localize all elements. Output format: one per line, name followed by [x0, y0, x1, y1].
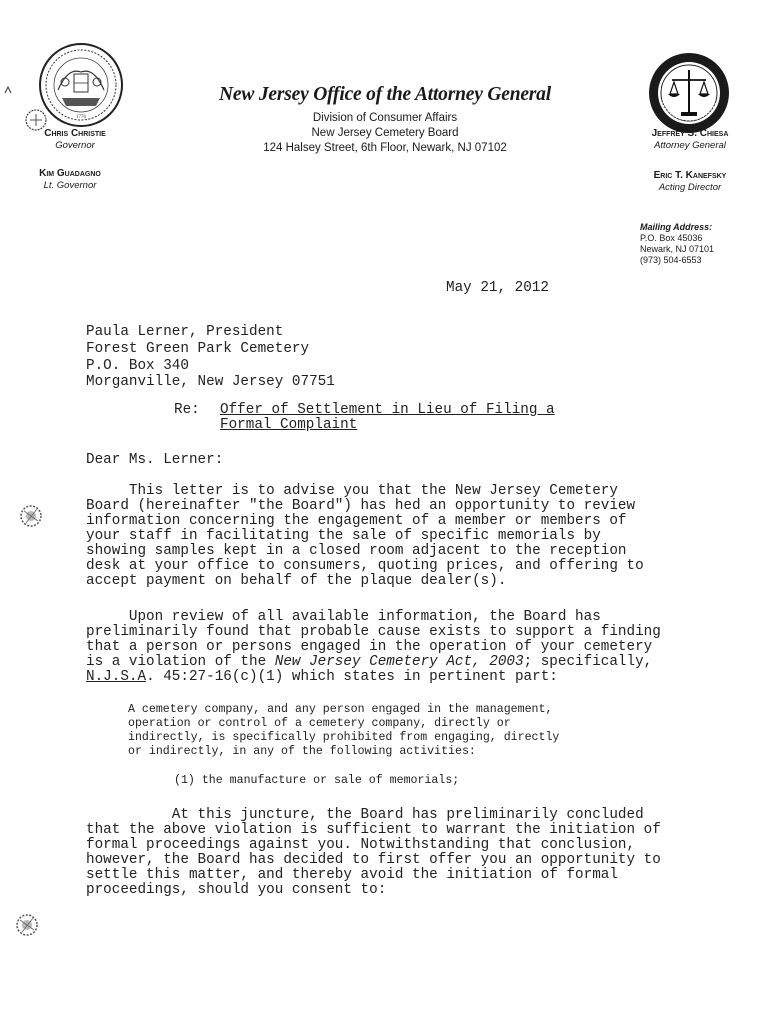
stray-mark — [4, 86, 12, 94]
director-block — [630, 170, 750, 194]
mailing-phone: (973) 504-6553 — [640, 255, 702, 265]
subject-line: Offer of Settlement in Lieu of Filing a — [220, 402, 555, 418]
governor-title: Governor — [55, 140, 95, 151]
paragraph-line: At this juncture, the Board has preliminarily concluded — [86, 807, 644, 823]
salutation: Dear Ms. Lerner: — [86, 452, 224, 468]
mailing-address-label: Mailing Address: — [640, 222, 713, 232]
quote-line: indirectly, is specifically prohibited from engaging, directly — [128, 731, 560, 744]
paragraph-line — [86, 670, 558, 684]
subject-line: Formal Complaint — [220, 417, 358, 433]
scan-artifact-mark — [18, 503, 44, 529]
paragraph-line: your staff in facilitating the sale of specific memorials by — [86, 528, 601, 544]
mailing-address-block — [640, 222, 750, 266]
mailing-address-line1: P.O. Box 45036 — [640, 233, 703, 243]
paragraph-line: however, the Board has decided to first offer you an opportunity to — [86, 852, 661, 868]
paragraph-line: preliminarily found that probable cause exists to support a finding — [86, 624, 661, 640]
division-name: Division of Consumer Affairs — [312, 112, 458, 124]
act-title: New Jersey Cemetery Act, 2003 — [274, 654, 524, 670]
director-name: Eric T. Kanefsky — [653, 170, 727, 181]
lt-governor-name: Kim Guadagno — [39, 168, 101, 179]
attorney-general-block — [630, 128, 750, 152]
paragraph-line: proceedings, should you consent to: — [86, 882, 387, 898]
board-name: New Jersey Cemetery Board — [311, 127, 459, 139]
paragraph-line: that a person or persons engaged in the operation of your cemetery — [86, 639, 653, 655]
re-label: Re: — [174, 402, 200, 418]
recipient-line: Morganville, New Jersey 07751 — [86, 374, 335, 390]
paragraph-line: settle this matter, and thereby avoid the initiation of formal — [86, 867, 618, 883]
recipient-line: P.O. Box 340 — [86, 358, 189, 374]
paragraph-line: that the above violation is sufficient to warrant the initiation of — [86, 822, 661, 838]
paragraph-line: Board (hereinafter "the Board") has hed an opportunity to review — [86, 498, 636, 514]
svg-text:1776: 1776 — [76, 115, 86, 120]
scan-artifact-mark — [14, 912, 40, 938]
office-title: New Jersey Office of the Attorney General — [219, 84, 551, 105]
text-span: is a violation of the — [86, 654, 275, 670]
letter-date: May 21, 2012 — [446, 280, 549, 296]
paragraph-line: information concerning the engagement of a member or members of — [86, 513, 627, 529]
text-span: . 45:27-16(c)(1) which states in pertinent part: — [146, 669, 558, 685]
governor-name: Chris Christie — [44, 128, 106, 139]
paragraph-line: accept payment on behalf of the plaque dealer(s). — [86, 573, 507, 589]
attorney-general-name: Jeffrey S. Chiesa — [651, 128, 729, 139]
attorney-general-title: Attorney General — [654, 140, 726, 151]
paragraph-line: formal proceedings against you. Notwithstanding that conclusion, — [86, 837, 636, 853]
recipient-line: Paula Lerner, President — [86, 324, 284, 340]
paragraph-line: This letter is to advise you that the New Jersey Cemetery — [86, 483, 618, 499]
paragraph-line — [86, 655, 652, 669]
attorney-general-seal — [648, 52, 730, 134]
mailing-address-line2: Newark, NJ 07101 — [640, 244, 715, 254]
recipient-line: Forest Green Park Cemetery — [86, 341, 310, 357]
director-title: Acting Director — [658, 182, 722, 193]
quote-line: or indirectly, in any of the following activities: — [128, 745, 476, 758]
quote-line: A cemetery company, and any person engaged in the management, — [128, 703, 553, 716]
statute-citation: N.J.S.A — [86, 669, 147, 685]
lt-governor-block — [20, 168, 120, 192]
quote-item: (1) the manufacture or sale of memorials; — [174, 774, 460, 787]
paragraph-line: desk at your office to consumers, quoting prices, and offering to — [86, 558, 644, 574]
nj-state-seal — [38, 42, 124, 128]
quote-line: operation or control of a cemetery company, directly or — [128, 717, 511, 730]
paragraph-line: showing samples kept in a closed room adjacent to the reception — [86, 543, 627, 559]
paragraph-line: Upon review of all available information, the Board has — [86, 609, 601, 625]
text-span: ; specifically, — [523, 654, 653, 670]
governor-block — [30, 128, 120, 152]
lt-governor-title: Lt. Governor — [43, 180, 97, 191]
office-address: 124 Halsey Street, 6th Floor, Newark, NJ 07102 — [263, 142, 507, 154]
